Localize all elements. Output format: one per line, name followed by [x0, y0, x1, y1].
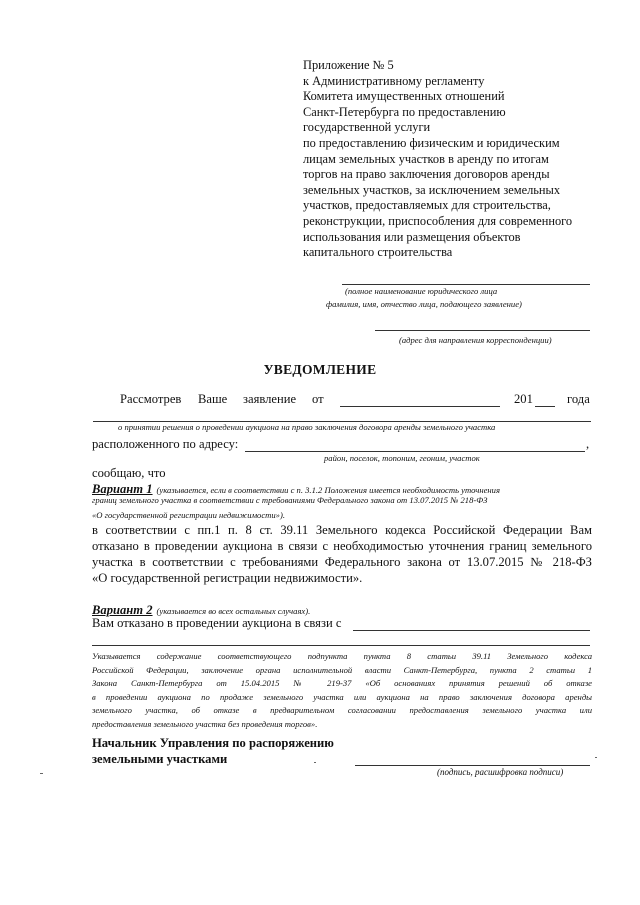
- signatory-position-line2: земельными участками: [92, 752, 228, 766]
- signature-line[interactable]: [355, 765, 590, 766]
- report-text: сообщаю, что: [92, 466, 166, 480]
- address-hint: район, поселок, топоним, геоним, участок: [324, 453, 480, 463]
- variant1-label: Вариант 1: [92, 482, 153, 496]
- variant1-note-line3: «О государственной регистрации недвижимости»).: [92, 510, 285, 520]
- refusal-reason-field[interactable]: [353, 630, 590, 631]
- variant2-text: Вам отказано в проведении аукциона в связи с: [92, 616, 342, 630]
- year-prefix: 201: [514, 392, 533, 406]
- appendix-line: капитального строительства: [303, 245, 453, 260]
- variant2-label: Вариант 2: [92, 603, 153, 617]
- recipient-name-hint-2: фамилия, имя, отчество лица, подающего заявление): [326, 299, 522, 309]
- application-date-field[interactable]: [340, 406, 500, 407]
- year-field[interactable]: [535, 406, 555, 407]
- variant1-text-line3: участка в соответствии с требованиями Федерального закона от 13.07.2015 № 218-ФЗ: [92, 555, 592, 569]
- appendix-line: государственной услуги: [303, 120, 431, 135]
- recipient-address-line[interactable]: [375, 330, 590, 331]
- explanation-line: предоставления земельного участка без проведения торгов».: [92, 718, 318, 729]
- variant1-text-line1: в соответствии с пп.1 п. 8 ст. 39.11 Земельного кодекса Российской Федерации Вам: [92, 523, 592, 537]
- appendix-line: торгов на право заключения договоров аренды: [303, 167, 550, 182]
- intro-word: Рассмотрев: [120, 392, 182, 406]
- appendix-line: земельных участков, за исключением земельных: [303, 182, 561, 197]
- address-comma: ,: [586, 437, 590, 451]
- appendix-line: Приложение № 5: [303, 58, 394, 72]
- variant1-text-line4: «О государственной регистрации недвижимости».: [92, 571, 363, 585]
- signature-hint: (подпись, расшифровка подписи): [437, 767, 564, 777]
- intro-word: Ваше: [198, 392, 228, 406]
- appendix-header: [303, 58, 623, 261]
- variant2-note: (указывается во всех остальных случаях).: [156, 606, 311, 616]
- intro-word: заявление: [243, 392, 297, 406]
- appendix-line: лицам земельных участков в аренду по итогам: [303, 151, 549, 166]
- refusal-reason-field-2[interactable]: [92, 645, 590, 646]
- explanation-line: Закона Санкт-Петербурга от 15.04.2015 № 219-37 «Об основаниях принятия решений об отказе: [92, 678, 592, 689]
- explanation-line: в проведении аукциона по продаже земельного участка или аукциона на право заключения договора аренды: [92, 691, 592, 702]
- scan-speck: [314, 762, 316, 763]
- explanation-line: Указывается содержание соответствующего подпункта пункта 8 статьи 39.11 Земельного кодекса: [92, 651, 592, 661]
- explanation-line: земельного участка, об отказе в предварительном согласовании предоставления земельного участка или: [92, 705, 592, 716]
- appendix-line: к Административному регламенту: [303, 73, 485, 88]
- scan-speck: [40, 773, 43, 774]
- page-title: УВЕДОМЛЕНИЕ: [263, 362, 377, 377]
- appendix-line: Комитета имущественных отношений: [303, 89, 505, 104]
- appendix-line: реконструкции, приспособления для современного: [303, 213, 573, 228]
- variant1-note-line1: (указывается, если в соответствии с п. 3.1.2 Положения имеется необходимость уточнения: [156, 485, 500, 495]
- variant1-note-line2: границ земельного участка в соответствии с требованиями Федерального закона от 13.07.2015 № 218-ФЗ: [92, 495, 488, 505]
- scan-speck: [595, 757, 597, 758]
- explanation-line: Российской Федерации, заключение органа исполнительной власти Санкт-Петербурга, пункта 2 статьи 1: [92, 664, 592, 675]
- recipient-name-hint-1: (полное наименование юридического лица: [345, 286, 498, 296]
- explanation-note: [92, 650, 592, 732]
- address-label: расположенного по адресу:: [92, 437, 239, 451]
- variant1-text-line2: отказано в проведении аукциона в связи с необходимостью уточнения границ земельного: [92, 539, 592, 553]
- subject-hint: о принятии решения о проведении аукциона на право заключения договора аренды земельного участка: [118, 422, 496, 432]
- appendix-line: Санкт-Петербурга по предоставлению: [303, 104, 506, 119]
- year-word: года: [567, 392, 590, 406]
- recipient-name-line[interactable]: [342, 284, 590, 285]
- appendix-line: использования или размещения объектов: [303, 229, 521, 244]
- signatory-position-line1: Начальник Управления по распоряжению: [92, 736, 334, 750]
- address-field[interactable]: [245, 451, 585, 452]
- appendix-line: участков, предоставляемых для строительства,: [303, 198, 551, 213]
- recipient-address-hint: (адрес для направления корреспонденции): [399, 335, 552, 345]
- intro-word: от: [312, 392, 324, 406]
- appendix-line: по предоставлению физическим и юридическим: [303, 135, 560, 150]
